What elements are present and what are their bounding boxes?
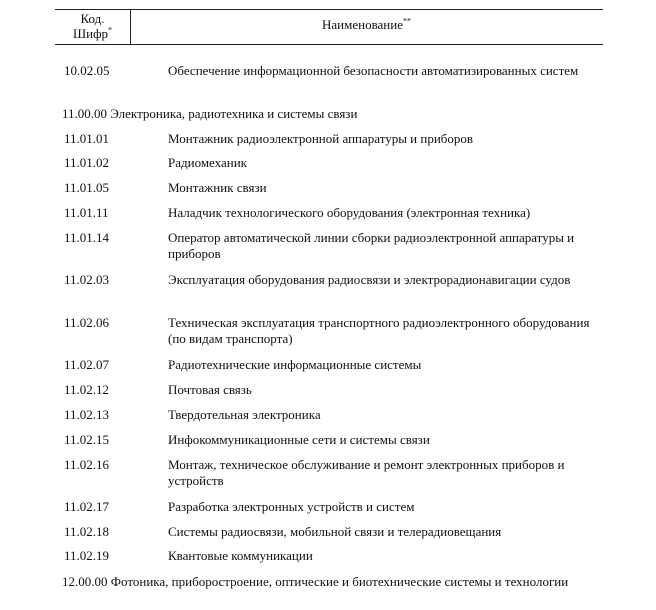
row-code: 11.01.01 [64, 131, 110, 146]
row-code: 11.02.07 [64, 357, 110, 372]
row-code: 11.01.05 [64, 180, 110, 195]
row-name: Монтажник радиоэлектронной аппаратуры и приборов [168, 131, 474, 146]
row-name: Разработка электронных устройств и систем [168, 499, 415, 514]
row-name: Монтажник связи [168, 180, 267, 195]
header-code-cell [55, 11, 130, 41]
table-top-rule [55, 9, 603, 10]
section-heading: 12.00.00 Фотоника, приборостроение, оптические и биотехнические системы и технологии [62, 574, 569, 589]
row-code: 11.02.15 [64, 432, 110, 447]
row-name: Оператор автоматической линии сборки радиоэлектронной аппаратуры и приборов [168, 230, 575, 261]
row-code: 11.02.03 [64, 272, 110, 287]
row-code: 10.02.05 [64, 63, 110, 78]
header-bottom-rule [55, 44, 603, 45]
header-name-footnote-mark: ** [403, 16, 411, 26]
row-name: Эксплуатация оборудования радиосвязи и электрорадионавигации судов [168, 272, 571, 287]
row-name: Монтаж, техническое обслуживание и ремонт электронных приборов и устройств [168, 457, 565, 488]
row-code: 11.02.17 [64, 499, 110, 514]
header-name-label: Наименование [322, 17, 403, 32]
row-name: Системы радиосвязи, мобильной связи и телерадиовещания [168, 524, 502, 539]
row-code: 11.02.19 [64, 548, 110, 563]
header-code-footnote-mark: * [108, 25, 112, 35]
row-code: 11.01.14 [64, 230, 110, 245]
row-code: 11.02.13 [64, 407, 110, 422]
row-code: 11.02.18 [64, 524, 110, 539]
row-name: Радиомеханик [168, 155, 247, 170]
row-code: 11.01.02 [64, 155, 110, 170]
row-name: Наладчик технологического оборудования (электронная техника) [168, 205, 531, 220]
row-name: Почтовая связь [168, 382, 252, 397]
row-code: 11.02.06 [64, 315, 110, 330]
header-code-line1: Код. [80, 11, 105, 26]
row-name: Техническая эксплуатация транспортного радиоэлектронного оборудования (по видам транспорта) [168, 315, 590, 346]
row-name: Квантовые коммуникации [168, 548, 313, 563]
row-code: 11.02.12 [64, 382, 110, 397]
header-code-label: Шифр [73, 26, 108, 41]
row-name: Радиотехнические информационные системы [168, 357, 422, 372]
row-name: Твердотельная электроника [168, 407, 321, 422]
row-code: 11.02.16 [64, 457, 110, 472]
row-code: 11.01.11 [64, 205, 109, 220]
section-heading: 11.00.00 Электроника, радиотехника и системы связи [62, 106, 358, 121]
row-name: Обеспечение информационной безопасности автоматизированных систем [168, 63, 579, 78]
header-code-line2 [55, 26, 130, 41]
header-name-cell [130, 17, 603, 32]
row-name: Инфокоммуникационные сети и системы связи [168, 432, 430, 447]
